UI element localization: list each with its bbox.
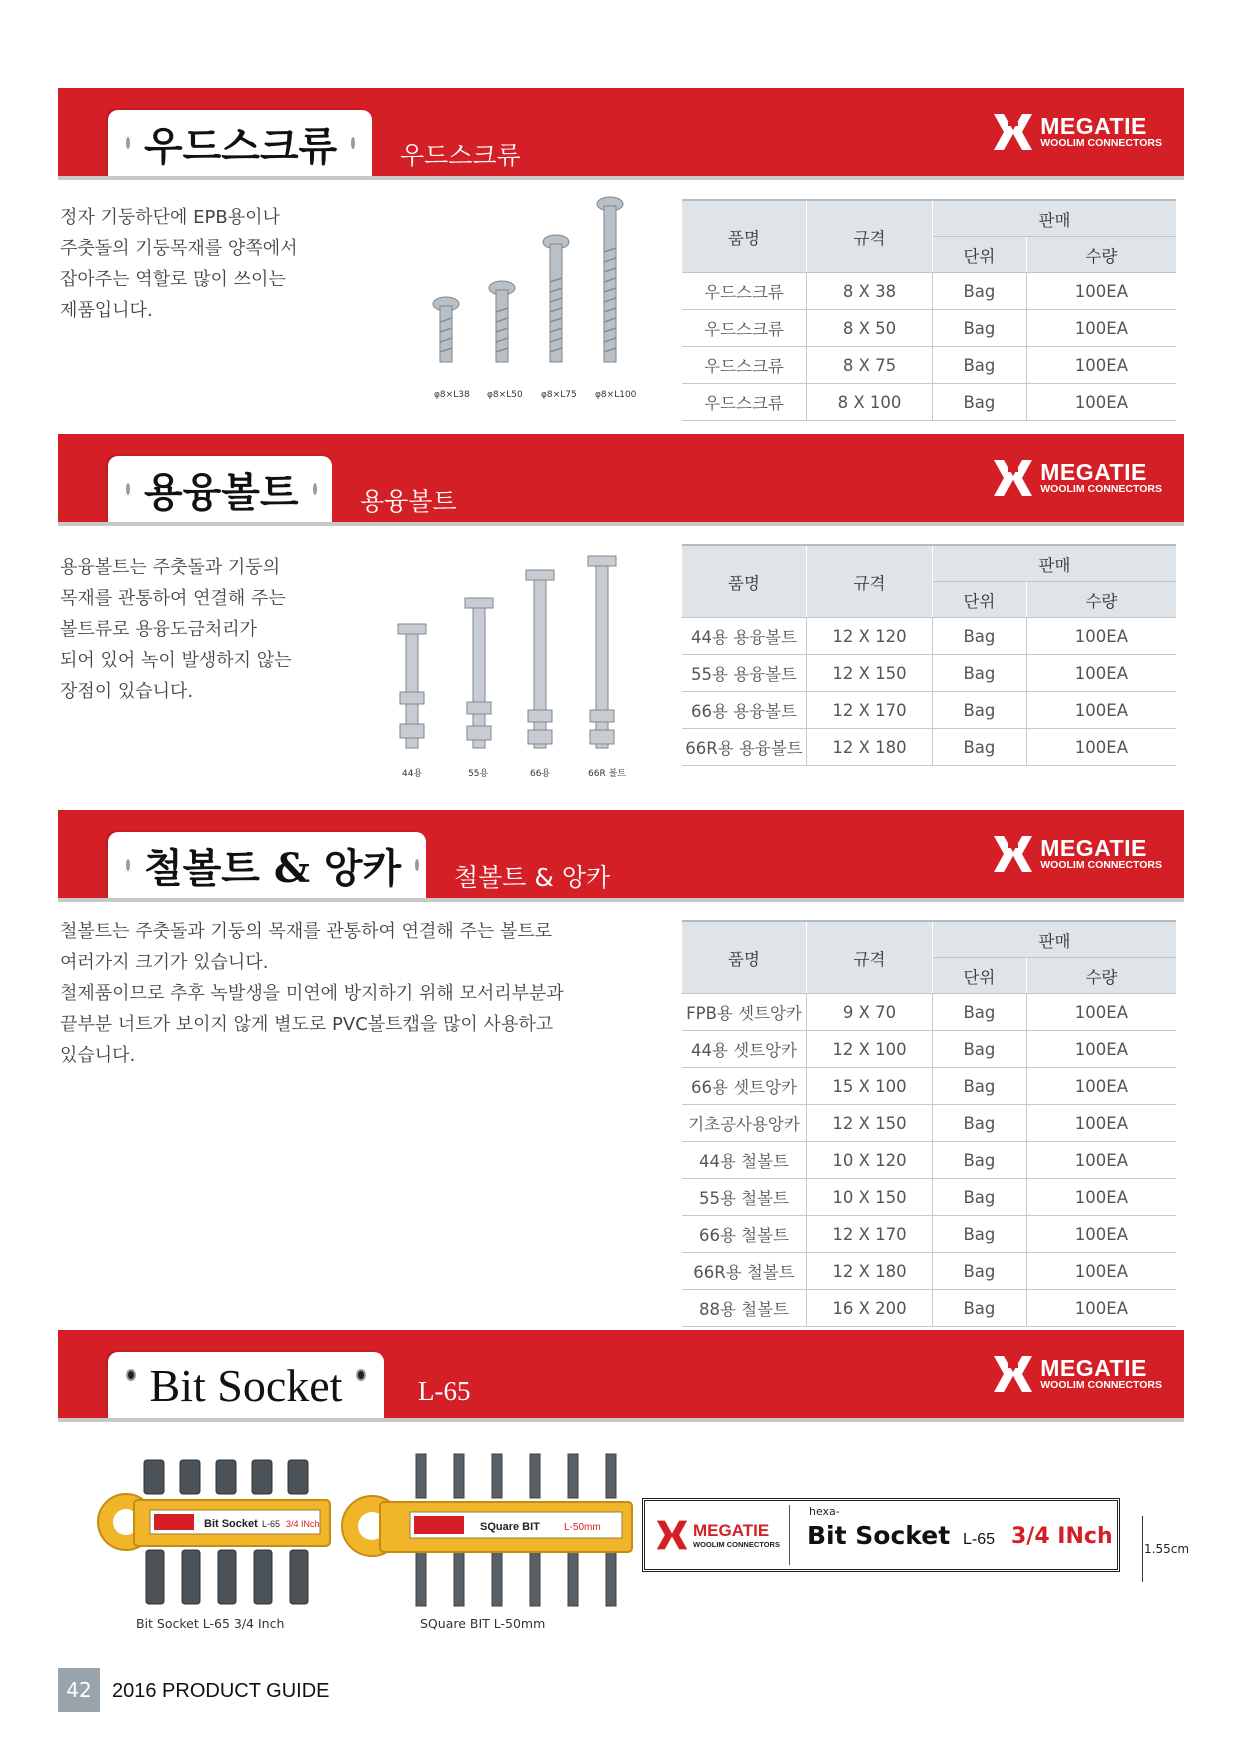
col-header-qty: 수량 — [1026, 237, 1176, 273]
product-label-sample — [642, 1498, 1120, 1572]
col-header-name: 품명 — [682, 921, 807, 994]
col-header-spec: 규격 — [807, 921, 933, 994]
table-row: 44용 셋트앙카 12 X 100 Bag 100EA — [682, 1031, 1176, 1068]
image-caption: φ8×L38 — [434, 390, 470, 400]
bullet-icon — [351, 137, 355, 149]
label-size: 3/4 INch — [1011, 1524, 1113, 1549]
product-label-size: 3/4 INch — [286, 1519, 320, 1529]
megatie-logo — [992, 834, 1162, 874]
brand-sub: WOOLIM CONNECTORS — [1040, 858, 1162, 871]
image-caption: φ8×L50 — [487, 390, 523, 400]
brand-name: MEGATIE — [1040, 1354, 1147, 1381]
image-caption: SQuare BIT L-50mm — [420, 1616, 546, 1631]
megatie-logo-icon — [655, 1519, 689, 1551]
table-row: 44용 용융볼트 12 X 120 Bag 100EA — [682, 618, 1176, 655]
col-header-sale: 판매 — [933, 921, 1177, 958]
section-title: 철볼트 & 앙카 — [144, 844, 402, 892]
table-row: 우드스크류 8 X 75 Bag 100EA — [682, 347, 1176, 384]
footer-title: 2016 PRODUCT GUIDE — [112, 1680, 330, 1702]
section-description: 용융볼트는 주춧돌과 기둥의 목재를 관통하여 연결해 주는 볼트류로 용융도금처리가 되어 있어 녹이 발생하지 않는 장점이 있습니다. — [60, 557, 292, 702]
image-caption: Bit Socket L-65 3/4 Inch — [136, 1616, 285, 1631]
megatie-logo-icon — [992, 1354, 1034, 1394]
table-row: 88용 철볼트 16 X 200 Bag 100EA — [682, 1290, 1176, 1327]
image-caption: φ8×L75 — [541, 390, 577, 400]
image-caption: 66용 — [530, 769, 551, 779]
col-header-unit: 단위 — [933, 958, 1027, 994]
product-label-model: L-50mm — [564, 1522, 601, 1533]
section-title: 우드스크류 — [144, 122, 338, 170]
label-model: L-65 — [963, 1531, 996, 1548]
col-header-qty: 수량 — [1026, 582, 1176, 618]
table-row: FPB용 셋트앙카 9 X 70 Bag 100EA — [682, 994, 1176, 1031]
table-row: 66용 셋트앙카 15 X 100 Bag 100EA — [682, 1068, 1176, 1105]
col-header-spec: 규격 — [807, 545, 933, 618]
height-dimension — [1142, 1516, 1143, 1582]
table-row: 우드스크류 8 X 38 Bag 100EA — [682, 273, 1176, 310]
table-row: 44용 철볼트 10 X 120 Bag 100EA — [682, 1142, 1176, 1179]
megatie-logo — [992, 1354, 1162, 1394]
megatie-logo-icon — [992, 834, 1034, 874]
brand-name: MEGATIE — [1040, 458, 1147, 485]
section-title-tab — [108, 832, 426, 898]
bullet-icon — [415, 859, 419, 871]
section-banner — [58, 1330, 1184, 1418]
section-description: 철볼트는 주춧돌과 기둥의 목재를 관통하여 연결해 주는 볼트로 여러가지 크기가 있습니다. 철제품이므로 추후 녹발생을 미연에 방지하기 위해 모서리부분과 끝부분 너트가 보이지 않게 별도로 PVC볼트캡을 많이 사용하고 있습니다. — [60, 921, 564, 1066]
image-caption: 66R 볼트 — [588, 769, 626, 779]
table-row: 우드스크류 8 X 50 Bag 100EA — [682, 310, 1176, 347]
bullet-icon — [126, 1369, 136, 1381]
wood-screw-image — [430, 192, 650, 377]
label-logo — [649, 1505, 790, 1565]
section-title: Bit Socket — [149, 1359, 343, 1411]
bullet-icon — [313, 483, 317, 495]
brand-name: MEGATIE — [1040, 834, 1147, 861]
section-title-tab — [108, 456, 332, 522]
product-label-name: Bit Socket — [204, 1518, 258, 1530]
brand-sub: WOOLIM CONNECTORS — [1040, 136, 1162, 149]
section-title-tab — [108, 110, 372, 176]
table-row: 기초공사용앙카 12 X 150 Bag 100EA — [682, 1105, 1176, 1142]
table-row: 66R용 철볼트 12 X 180 Bag 100EA — [682, 1253, 1176, 1290]
bullet-icon — [356, 1369, 366, 1381]
brand-sub: WOOLIM CONNECTORS — [693, 1539, 780, 1549]
col-header-name: 품명 — [682, 200, 807, 273]
col-header-name: 품명 — [682, 545, 807, 618]
image-caption: 44용 — [402, 769, 423, 779]
section-subtitle: 우드스크류 — [400, 141, 521, 170]
megatie-logo-icon — [992, 458, 1034, 498]
brand-sub: WOOLIM CONNECTORS — [1040, 1378, 1162, 1391]
col-header-qty: 수량 — [1026, 958, 1176, 994]
section-banner — [58, 88, 1184, 176]
product-label-name: SQuare BIT — [480, 1521, 540, 1533]
height-dimension-label: 1.55cm — [1144, 1542, 1190, 1556]
megatie-logo-icon — [992, 112, 1034, 152]
brand-sub: WOOLIM CONNECTORS — [1040, 482, 1162, 495]
megatie-logo — [992, 458, 1162, 498]
square-bit-set-image — [336, 1448, 636, 1618]
section-subtitle: L-65 — [418, 1376, 471, 1406]
col-header-unit: 단위 — [933, 582, 1027, 618]
label-product-name: Bit Socket — [807, 1521, 951, 1550]
section-title: 용융볼트 — [144, 468, 299, 516]
col-header-sale: 판매 — [933, 200, 1177, 237]
spec-table — [682, 544, 1176, 766]
label-small-text: hexa- — [809, 1505, 840, 1518]
table-row: 66용 철볼트 12 X 170 Bag 100EA — [682, 1216, 1176, 1253]
col-header-sale: 판매 — [933, 545, 1177, 582]
megatie-logo — [992, 112, 1162, 152]
col-header-spec: 규격 — [807, 200, 933, 273]
bullet-icon — [126, 859, 130, 871]
image-caption: 55용 — [468, 769, 489, 779]
bullet-icon — [126, 483, 130, 495]
galvanized-bolt-image — [390, 552, 630, 757]
col-header-unit: 단위 — [933, 237, 1027, 273]
spec-table — [682, 920, 1176, 1327]
table-row: 66R용 용융볼트 12 X 180 Bag 100EA — [682, 729, 1176, 766]
image-caption: φ8×L100 — [595, 390, 637, 400]
section-subtitle: 용융볼트 — [360, 487, 457, 516]
bit-socket-set-image — [96, 1454, 332, 1614]
table-row: 우드스크류 8 X 100 Bag 100EA — [682, 384, 1176, 421]
section-description: 정자 기둥하단에 EPB용이나 주춧돌의 기둥목재를 양쪽에서 잡아주는 역할로 많이 쓰이는 제품입니다. — [60, 207, 298, 321]
section-banner — [58, 434, 1184, 522]
table-row: 66용 용융볼트 12 X 170 Bag 100EA — [682, 692, 1176, 729]
spec-table — [682, 199, 1176, 421]
section-banner — [58, 810, 1184, 898]
product-label-model: L-65 — [262, 1519, 281, 1529]
page-number: 42 — [58, 1668, 100, 1712]
table-row: 55용 철볼트 10 X 150 Bag 100EA — [682, 1179, 1176, 1216]
brand-name: MEGATIE — [693, 1520, 770, 1540]
table-row: 55용 용융볼트 12 X 150 Bag 100EA — [682, 655, 1176, 692]
brand-name: MEGATIE — [1040, 112, 1147, 139]
bullet-icon — [126, 137, 130, 149]
section-subtitle: 철볼트 & 앙카 — [454, 863, 611, 892]
section-title-tab — [108, 1352, 384, 1418]
